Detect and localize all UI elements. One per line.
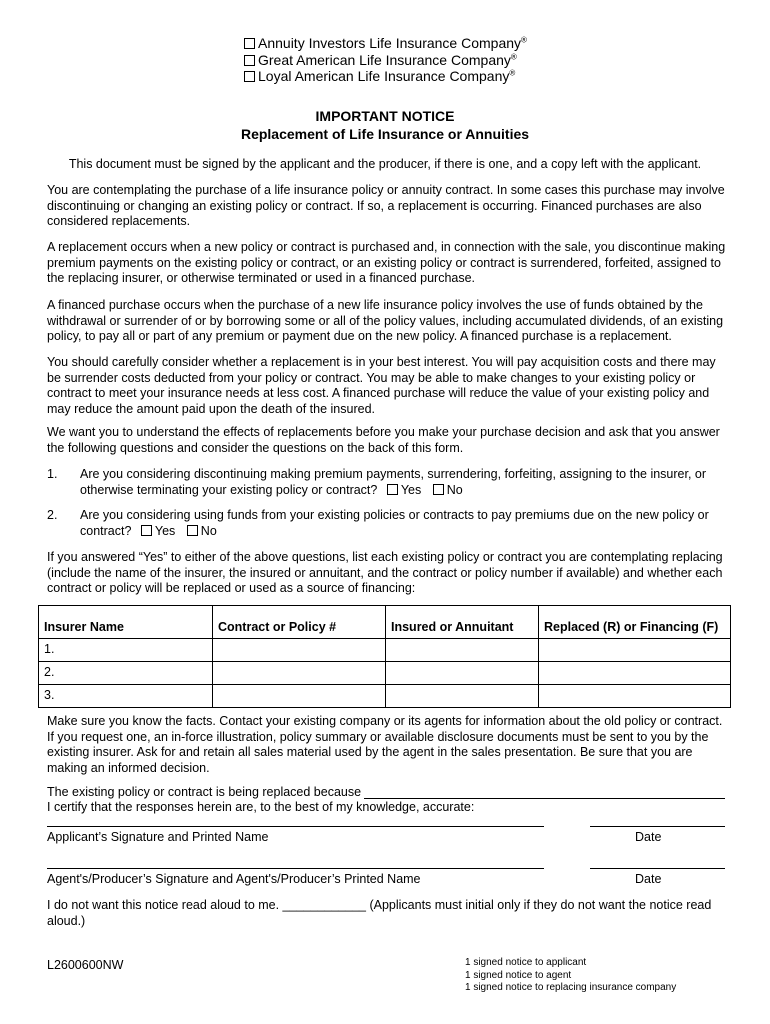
applicant-date-line[interactable]	[590, 826, 725, 827]
table-header-row	[39, 606, 731, 639]
company-option-loyal-american[interactable]	[244, 68, 527, 85]
column-header: Insured or Annuitant	[386, 606, 539, 639]
agent-signature-line[interactable]	[47, 868, 544, 869]
agent-signature-label: Agent's/Producer’s Signature and Agent's/Producer’s Printed Name	[47, 872, 421, 886]
row-number: 3.	[39, 685, 213, 708]
column-header: Insurer Name	[39, 606, 213, 639]
paragraph-understand: We want you to understand the effects of replacements before you make your purchase decision and ask that you answer the following questions and consider the questions on the back of this form.	[47, 425, 720, 455]
company-name: Annuity Investors Life Insurance Company	[258, 35, 522, 51]
no-label: No	[200, 523, 217, 538]
registered-mark: ®	[509, 68, 516, 78]
registered-mark: ®	[510, 51, 517, 61]
no-checkbox[interactable]	[433, 484, 444, 495]
checkbox[interactable]	[244, 38, 255, 49]
question-number: 1.	[47, 467, 58, 481]
notice-subtitle: Replacement of Life Insurance or Annuities	[240, 126, 530, 142]
agent-date-label: Date	[635, 872, 662, 886]
distribution-list	[465, 957, 676, 995]
distribution-item: 1 signed notice to applicant	[465, 957, 587, 968]
yes-checkbox[interactable]	[141, 525, 152, 536]
question-number: 2.	[47, 508, 58, 522]
certify-text: I certify that the responses herein are, to the best of my knowledge, accurate:	[47, 800, 475, 814]
question-text: Are you considering using funds from your existing policies or contracts to pay premiums due on the new policy or contract?	[80, 508, 709, 538]
table-cell[interactable]	[539, 685, 731, 708]
question-2	[80, 508, 730, 539]
no-checkbox[interactable]	[187, 525, 198, 536]
table-cell[interactable]	[386, 685, 539, 708]
column-header: Contract or Policy #	[213, 606, 386, 639]
table-cell[interactable]	[539, 662, 731, 685]
company-name: Great American Life Insurance Company	[258, 51, 511, 68]
form-number: L2600600NW	[47, 958, 124, 972]
column-header: Replaced (R) or Financing (F)	[539, 606, 731, 639]
applicant-signature-line[interactable]	[47, 826, 544, 827]
paragraph-consider: You should carefully consider whether a replacement is in your best interest. You will pay acquisition costs and there may be surrender costs deducted from your policy or contract. You may be able to make changes to your existing policy or contract to meet your insurance needs at less cost. A financed purchase will reduce the value of your existing policy and may reduce the amount paid upon the death of the insured.	[47, 355, 716, 416]
company-option-great-american[interactable]	[244, 52, 527, 69]
distribution-item: 1 signed notice to replacing insurance company	[465, 982, 677, 993]
company-name: Loyal American Life Insurance Company	[258, 68, 510, 84]
paragraph-facts: Make sure you know the facts. Contact your existing company or its agents for information about the old policy or contract. If you request one, an in-force illustration, policy summary or available disclosure documents must be sent to you by the existing insurer. Ask for and retain all sales material used by the agent in the sales presentation. Be sure that you are making an informed decision.	[47, 714, 723, 775]
notice-title: IMPORTANT NOTICE	[315, 108, 455, 124]
no-label: No	[446, 482, 463, 497]
table-cell[interactable]	[386, 662, 539, 685]
company-list	[244, 35, 527, 85]
table-cell[interactable]	[213, 639, 386, 662]
read-aloud-waiver: I do not want this notice read aloud to me. ____________ (Applicants must initial only if they do not want the notice read aloud.)	[47, 898, 712, 928]
paragraph-contemplating: You are contemplating the purchase of a life insurance policy or annuity contract. In some cases this purchase may involve discontinuing or changing an existing policy or contract. If so, a replacement is occurring. Financed purchases are also considered replacements.	[47, 183, 725, 228]
question-1	[80, 467, 730, 498]
table-row	[39, 639, 731, 662]
table-row	[39, 685, 731, 708]
agent-date-line[interactable]	[590, 868, 725, 869]
distribution-item: 1 signed notice to agent	[465, 969, 572, 981]
row-number: 2.	[39, 662, 213, 685]
checkbox[interactable]	[244, 55, 255, 66]
intro-text: This document must be signed by the applicant and the producer, if there is one, and a copy left with the applicant.	[68, 157, 702, 171]
question-text: Are you considering discontinuing making premium payments, surrendering, forfeiting, assigning to the insurer, or otherwise terminating your existing policy or contract?	[80, 467, 707, 497]
yes-label: Yes	[400, 482, 422, 497]
list-instruction: If you answered “Yes” to either of the above questions, list each existing policy or contract you are contemplating replacing (include the name of the insurer, the insured or annuitant, and the contract or policy number if available) and whether each contract or policy will be replaced or used as a source of financing:	[47, 550, 723, 595]
table-cell[interactable]	[213, 685, 386, 708]
applicant-signature-label: Applicant’s Signature and Printed Name	[47, 830, 269, 844]
checkbox[interactable]	[244, 71, 255, 82]
company-option-annuity-investors[interactable]	[244, 35, 527, 52]
reason-label: The existing policy or contract is being replaced because	[47, 785, 362, 799]
reason-field[interactable]	[364, 798, 725, 799]
applicant-date-label: Date	[635, 830, 662, 844]
table-cell[interactable]	[539, 639, 731, 662]
existing-policies-table	[38, 605, 731, 708]
paragraph-replacement-definition: A replacement occurs when a new policy or contract is purchased and, in connection with the sale, you discontinue making premium payments on the existing policy or contract, or an existing policy or contract is surrendered, forfeited, assigned to the replacing insurer, or otherwise terminated or used in a financed purchase.	[47, 240, 726, 285]
table-cell[interactable]	[386, 639, 539, 662]
yes-label: Yes	[154, 523, 176, 538]
row-number: 1.	[39, 639, 213, 662]
yes-checkbox[interactable]	[387, 484, 398, 495]
registered-mark: ®	[521, 35, 527, 45]
table-cell[interactable]	[213, 662, 386, 685]
table-row	[39, 662, 731, 685]
paragraph-financed-purchase: A financed purchase occurs when the purchase of a new life insurance policy involves the use of funds obtained by the withdrawal or surrender of or by borrowing some or all of the policy values, including accumulated dividends, of an existing policy, to pay all or part of any premium or payment due on the new policy. A financed purchase is a replacement.	[47, 298, 724, 343]
